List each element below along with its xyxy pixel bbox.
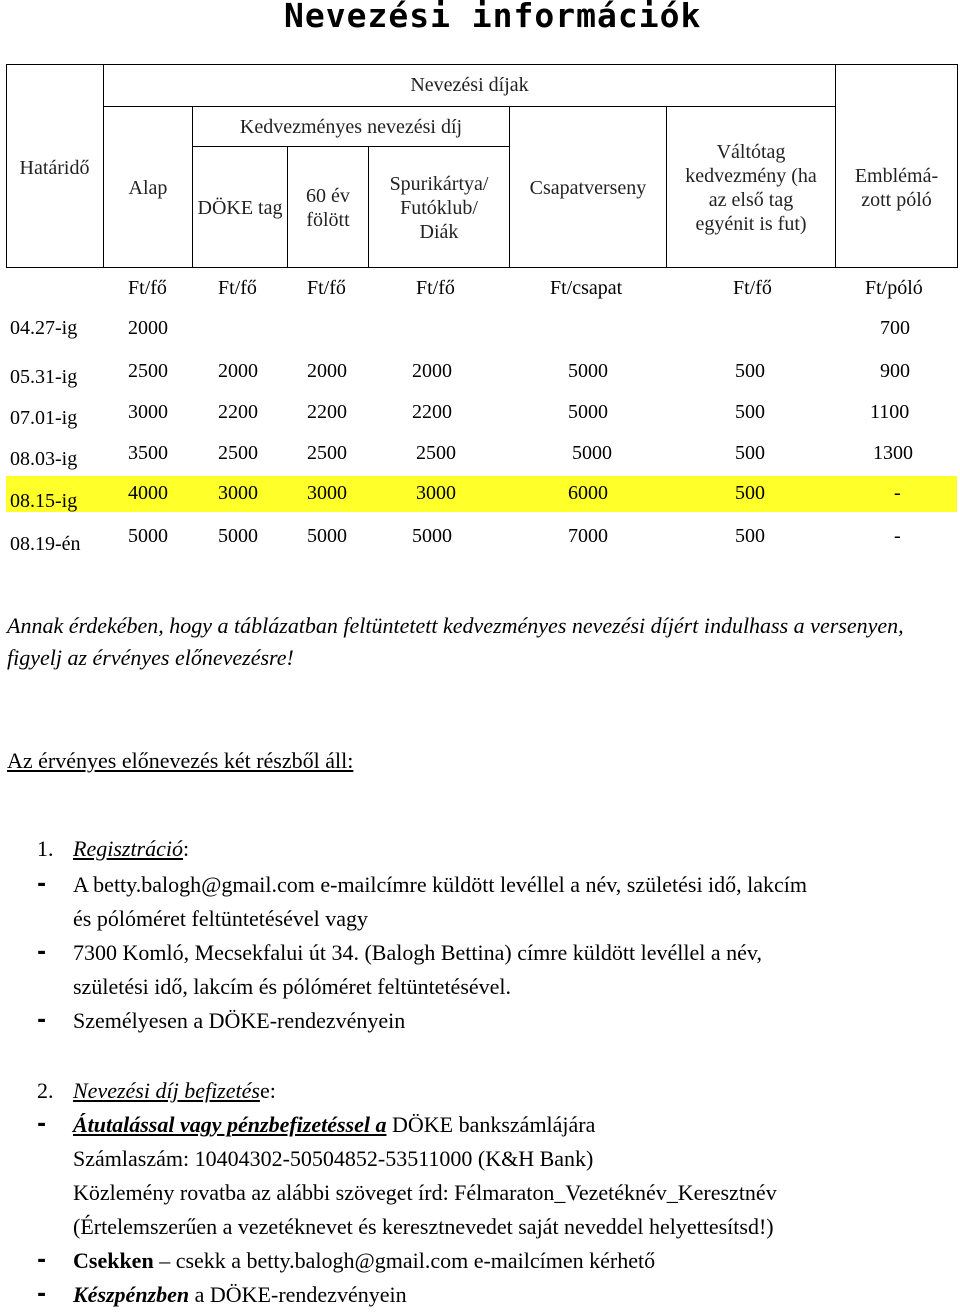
row-relay: 500: [735, 360, 765, 382]
units-row: [0, 277, 960, 307]
row-doke: 2000: [218, 360, 258, 382]
table-row: [0, 397, 960, 427]
section-number: 1.: [37, 836, 54, 861]
row-age: 2500: [307, 442, 347, 464]
fees-header: Nevezési díjak: [410, 74, 529, 96]
discount-header: Kedvezményes nevezési díj: [239, 115, 463, 138]
list-item: 7300 Komló, Mecsekfalui út 34. (Balogh Bettina) címre küldött levéllel a név,: [73, 940, 762, 965]
row-spuri: 3000: [416, 482, 456, 504]
table-row: [0, 438, 960, 468]
unit-base: Ft/fő: [128, 277, 167, 299]
unit-shirt: Ft/póló: [865, 277, 923, 299]
row-team: 5000: [568, 401, 608, 423]
table-row-highlighted: [6, 476, 957, 512]
row-spuri: 2200: [412, 401, 452, 423]
row-shirt: -: [894, 525, 901, 547]
bullet-icon: -: [37, 1248, 47, 1273]
row-base: 4000: [128, 482, 168, 504]
row-deadline: 08.19-én: [10, 533, 81, 555]
payment-title: Nevezési díj befizetés: [73, 1078, 260, 1103]
bullet-icon: -: [37, 940, 47, 965]
list-item-continued: és pólóméret feltüntetésével vagy: [73, 906, 369, 931]
row-shirt: 1300: [873, 442, 913, 464]
bullet-icon: -: [37, 1112, 47, 1137]
cash-label: Készpénzben: [73, 1282, 190, 1307]
cheque-label: Csekken: [73, 1248, 154, 1273]
relay-discount-header: Váltótag kedvezmény (ha az első tag egyénit is fut): [685, 140, 817, 235]
team-race-header: Csapatverseny: [529, 176, 647, 199]
row-base: 3500: [128, 442, 168, 464]
base-fee-header: Alap: [128, 176, 168, 199]
page-title: Nevezési információk: [284, 0, 702, 35]
list-item-continued: születési idő, lakcím és pólóméret feltüntetésével.: [73, 974, 512, 999]
fee-table-header: [6, 64, 958, 268]
preregistration-heading: Az érvényes előnevezés két részből áll:: [7, 748, 354, 773]
row-deadline: 05.31-ig: [10, 366, 78, 388]
unit-team: Ft/csapat: [550, 277, 623, 299]
row-base: 2500: [128, 360, 168, 382]
row-age: 3000: [307, 482, 347, 504]
row-team: 6000: [568, 482, 608, 504]
unit-age: Ft/fő: [307, 277, 346, 299]
bullet-icon: -: [37, 1008, 47, 1033]
unit-relay: Ft/fő: [733, 277, 772, 299]
row-relay: 500: [735, 482, 765, 504]
row-spuri: 2000: [412, 360, 452, 382]
account-number: Számlaszám: 10404302-50504852-53511000 (K&H Bank): [73, 1146, 594, 1171]
table-row: [0, 521, 960, 555]
unit-spuri: Ft/fő: [416, 277, 455, 299]
section-number: 2.: [37, 1078, 54, 1103]
notice-paragraph: Annak érdekében, hogy a táblázatban feltüntetett kedvezményes nevezési díjért indulhass a versenyen, figyelj az érvényes előnevezésre!: [7, 613, 904, 670]
registration-section: [7, 832, 807, 1038]
cash-text: a DÖKE-rendezvényein: [189, 1282, 407, 1307]
payment-title-end: e:: [259, 1078, 276, 1103]
table-row: [0, 315, 960, 351]
row-doke: 5000: [218, 525, 258, 547]
payment-section: [7, 1074, 777, 1312]
row-team: 5000: [572, 442, 612, 464]
table-row: [0, 356, 960, 386]
row-doke: 3000: [218, 482, 258, 504]
row-base: 3000: [128, 401, 168, 423]
list-item: Személyesen a DÖKE-rendezvényein: [73, 1008, 406, 1033]
deadline-header: Határidő: [19, 157, 90, 179]
row-age: 5000: [307, 525, 347, 547]
list-item: A betty.balogh@gmail.com e-mailcímre küldött levéllel a név, születési idő, lakcím: [73, 872, 808, 897]
row-base: 2000: [128, 317, 168, 339]
row-doke: 2200: [218, 401, 258, 423]
row-team: 7000: [568, 525, 608, 547]
row-deadline: 08.03-ig: [10, 448, 78, 470]
row-deadline: 07.01-ig: [10, 407, 78, 429]
row-spuri: 2500: [416, 442, 456, 464]
replace-note: (Értelemszerűen a vezetéknevet és keresztnevedet saját neveddel helyettesítsd!): [73, 1214, 774, 1239]
row-relay: 500: [735, 525, 765, 547]
cheque-text: – csekk a betty.balogh@gmail.com e-mailcímen kérhető: [153, 1248, 656, 1273]
row-shirt: 1100: [870, 401, 910, 423]
payment-comment: Közlemény rovatba az alábbi szöveget írd: Félmaraton_Vezetéknév_Keresztnév: [73, 1180, 777, 1205]
transfer-emphasis: Átutalással vagy pénzbefizetéssel a: [73, 1112, 387, 1137]
unit-doke: Ft/fő: [218, 277, 257, 299]
row-shirt: 700: [880, 317, 910, 339]
bullet-icon: -: [37, 872, 47, 897]
doke-member-header: DÖKE tag: [197, 196, 283, 219]
registration-colon: :: [183, 836, 190, 861]
row-base: 5000: [128, 525, 168, 547]
row-shirt: -: [894, 482, 901, 504]
transfer-text: DÖKE bankszámlájára: [386, 1112, 596, 1137]
row-team: 5000: [568, 360, 608, 382]
row-deadline: 08.15-ig: [10, 490, 78, 512]
spuri-card-header: Spurikártya/ Futóklub/ Diák: [389, 172, 489, 243]
row-relay: 500: [735, 401, 765, 423]
over-60-header: 60 év fölött: [306, 184, 350, 231]
bullet-icon: -: [37, 1282, 47, 1307]
row-relay: 500: [735, 442, 765, 464]
shirt-header: Emblémá-zott póló: [854, 165, 939, 211]
row-spuri: 5000: [412, 525, 452, 547]
row-shirt: 900: [880, 360, 910, 382]
row-age: 2200: [307, 401, 347, 423]
registration-title: Regisztráció: [73, 836, 183, 861]
row-doke: 2500: [218, 442, 258, 464]
row-age: 2000: [307, 360, 347, 382]
row-deadline: 04.27-ig: [10, 317, 78, 339]
